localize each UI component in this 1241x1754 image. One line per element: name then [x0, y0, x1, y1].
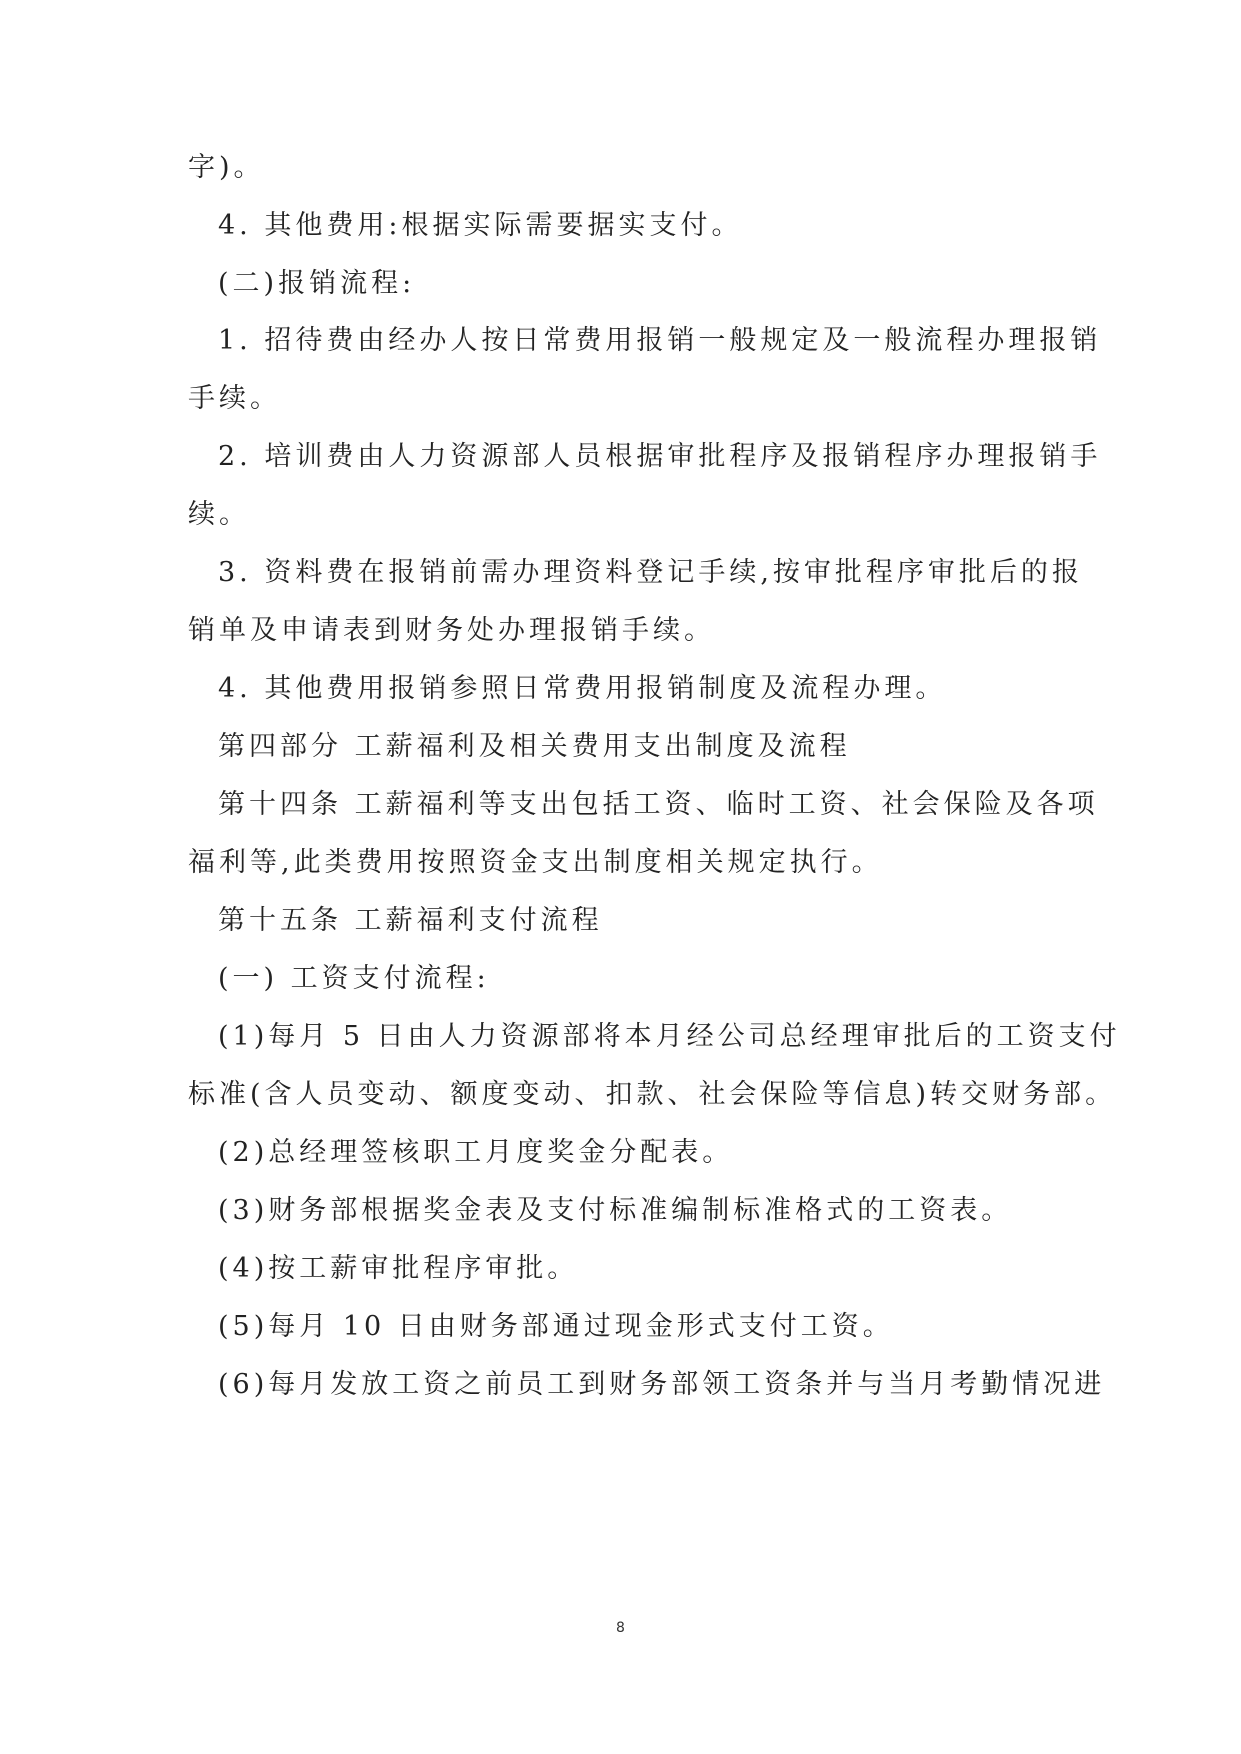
page-number: 8: [616, 1620, 625, 1636]
text-line: 手续。: [188, 383, 281, 414]
text-line: 4. 其他费用报销参照日常费用报销制度及流程办理。: [218, 673, 947, 704]
text-line: (4)按工薪审批程序审批。: [218, 1253, 579, 1284]
text-line: (二)报销流程:: [218, 268, 416, 299]
text-line: 续。: [188, 499, 250, 530]
text-line: 1. 招待费由经办人按日常费用报销一般规定及一般流程办理报销: [218, 325, 1102, 356]
text-line: (1)每月 5 日由人力资源部将本月经公司总经理审批后的工资支付: [218, 1021, 1121, 1052]
text-line: (6)每月发放工资之前员工到财务部领工资条并与当月考勤情况进: [218, 1369, 1106, 1400]
text-line: 标准(含人员变动、额度变动、扣款、社会保险等信息)转交财务部。: [188, 1079, 1117, 1110]
section-heading: 第四部分 工薪福利及相关费用支出制度及流程: [218, 731, 851, 762]
article-line: 第十五条 工薪福利支付流程: [218, 905, 603, 936]
text-line: 销单及申请表到财务处办理报销手续。: [188, 615, 715, 646]
text-line: 4. 其他费用:根据实际需要据实支付。: [218, 210, 743, 241]
text-line: (3)财务部根据奖金表及支付标准编制标准格式的工资表。: [218, 1195, 1013, 1226]
article-line: 第十四条 工薪福利等支出包括工资、临时工资、社会保险及各项: [218, 789, 1099, 820]
text-line: (2)总经理签核职工月度奖金分配表。: [218, 1137, 734, 1168]
text-line: 2. 培训费由人力资源部人员根据审批程序及报销程序办理报销手: [218, 441, 1102, 472]
text-line: 3. 资料费在报销前需办理资料登记手续,按审批程序审批后的报: [218, 557, 1083, 588]
text-line: (5)每月 10 日由财务部通过现金形式支付工资。: [218, 1311, 894, 1342]
text-line: (一) 工资支付流程:: [218, 963, 490, 994]
text-line: 字)。: [188, 152, 265, 183]
text-line: 福利等,此类费用按照资金支出制度相关规定执行。: [188, 847, 883, 878]
